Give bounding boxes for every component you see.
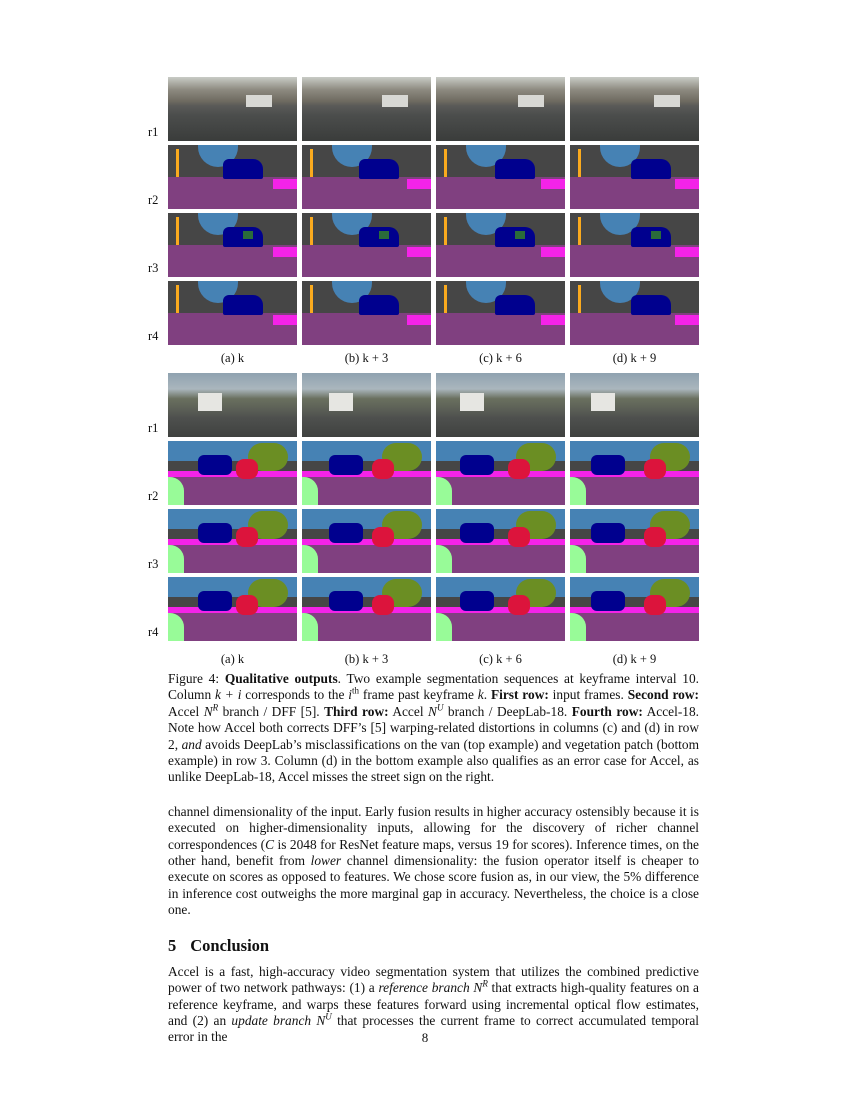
segment-region	[223, 295, 263, 315]
segment-region	[302, 543, 431, 573]
segmentation-map-image	[570, 213, 699, 277]
segment-region	[372, 459, 394, 479]
segmentation-map-image	[436, 281, 565, 345]
segment-region	[176, 149, 179, 177]
segment-region	[436, 611, 565, 641]
conclusion-paragraph: Accel is a fast, high-accuracy video segmentation system that utilizes the combined predictive power of two network pathways: (1) a reference branch $N^R$ that extracts high-quality features on a reference keyframe, and warps these features forward using incremental optical flow estimates, and (2) an update branch $N^U$ that processes the current frame to correct accumulated temporal error in the	[168, 963, 699, 1045]
segment-region	[460, 523, 494, 543]
segmentation-map-image	[570, 441, 699, 505]
segment-region	[359, 295, 399, 315]
segment-region	[460, 591, 494, 611]
row-label: r2	[148, 489, 159, 503]
input-frame-image	[302, 373, 431, 437]
input-frame-image	[168, 373, 297, 437]
row-label: r1	[148, 421, 159, 435]
segment-region	[644, 595, 666, 615]
segment-region	[675, 247, 699, 257]
column-label: (d) k + 9	[612, 351, 657, 365]
van-region	[518, 95, 544, 107]
segmentation-map-image	[168, 509, 297, 573]
segment-region	[329, 523, 363, 543]
input-frame-image	[570, 373, 699, 437]
van-region	[591, 393, 615, 411]
segment-region	[407, 315, 431, 325]
segment-region	[578, 217, 581, 245]
input-frame-image	[168, 77, 297, 141]
segmentation-map-image	[570, 509, 699, 573]
segment-region	[302, 475, 431, 505]
segment-region	[359, 159, 399, 179]
segment-region	[168, 607, 297, 613]
segment-region	[444, 217, 447, 245]
segment-region	[570, 471, 699, 477]
segmentation-map-image	[168, 145, 297, 209]
segment-region	[508, 595, 530, 615]
input-frame-image	[570, 77, 699, 141]
segment-region	[176, 285, 179, 313]
segmentation-map-image	[302, 145, 431, 209]
segment-region	[644, 459, 666, 479]
segment-region	[444, 285, 447, 313]
segment-region	[495, 159, 535, 179]
row-label: r1	[148, 125, 159, 139]
segment-region	[570, 543, 699, 573]
segment-region	[310, 285, 313, 313]
column-label: (b) k + 3	[344, 351, 389, 365]
segment-region	[675, 179, 699, 189]
section-heading: 5 Conclusion	[168, 935, 270, 955]
segmentation-map-image	[570, 577, 699, 641]
figure-caption: Figure 4: Qualitative outputs. Two example segmentation sequences at keyframe interval 10. Column k + i corresponds to the $i^{th}$ frame past keyframe k. First row: input frames. Second row: Accel $N^R$ branch / DFF [5]. Third row: Accel $N^U$ branch / DeepLab-18. Fourth row: Accel-18. Note how Accel both corrects DFF’s [5] warping-related distortions in columns (c) and (d) in row 2, and avoids DeepLab’s misclassifications on the van (top example) and vegetation patch (bottom example) in row 3. Column (d) in the bottom example also qualifies as an error case for Accel, as unlike DeepLab-18, Accel misses the street sign on the right.	[168, 671, 700, 785]
text-column	[168, 671, 699, 1046]
row-label: r2	[148, 193, 159, 207]
segment-region	[273, 247, 297, 257]
segmentation-map-image	[436, 509, 565, 573]
van-region	[382, 95, 408, 107]
segment-region	[541, 179, 565, 189]
segment-region	[570, 607, 699, 613]
segment-region	[578, 149, 581, 177]
segmentation-map-image	[302, 213, 431, 277]
segment-region	[591, 523, 625, 543]
segment-region	[168, 475, 297, 505]
segmentation-map-image	[436, 145, 565, 209]
segment-region	[168, 543, 297, 573]
segmentation-map-image	[168, 213, 297, 277]
column-label: (b) k + 3	[344, 652, 389, 666]
input-frame-image	[302, 77, 431, 141]
column-label: (d) k + 9	[612, 652, 657, 666]
van-region	[654, 95, 680, 107]
segmentation-map-image	[436, 577, 565, 641]
segment-region	[302, 539, 431, 545]
segment-region	[407, 179, 431, 189]
column-label: (a) k	[220, 652, 245, 666]
segment-region	[407, 247, 431, 257]
segment-region	[508, 527, 530, 547]
segmentation-map-image	[436, 441, 565, 505]
body-paragraph: channel dimensionality of the input. Early fusion results in higher accuracy ostensibly because it is executed on higher-dimensionality inputs, allowing for the discovery of richer channel correspondences (C is 2048 for ResNet feature maps, versus 19 for scores). Inference times, on the other hand, benefit from lower channel dimensionality: the fusion operator itself is cheaper to execute on scores as opposed to features. We chose score fusion as, in our view, the 5% difference in inference cost outweighs the more marginal gap in accuracy. Nevertheless, the choice is a close one.	[168, 803, 699, 918]
segment-region	[436, 607, 565, 613]
column-label: (a) k	[220, 351, 245, 365]
segment-region	[591, 591, 625, 611]
segment-region	[302, 611, 431, 641]
segment-region	[236, 595, 258, 615]
segment-region	[168, 611, 297, 641]
input-frame-image	[436, 373, 565, 437]
row-label: r4	[148, 329, 159, 343]
segment-region	[570, 475, 699, 505]
segmentation-map-image	[302, 509, 431, 573]
segment-region	[541, 315, 565, 325]
segmentation-map-image	[168, 281, 297, 345]
segment-region	[508, 459, 530, 479]
segment-region	[570, 539, 699, 545]
segment-region	[541, 247, 565, 257]
segment-region	[436, 543, 565, 573]
segment-region	[644, 527, 666, 547]
segment-region	[243, 231, 253, 239]
segment-region	[198, 523, 232, 543]
segment-region	[273, 179, 297, 189]
segment-region	[329, 455, 363, 475]
segmentation-map-image	[436, 213, 565, 277]
row-label: r4	[148, 625, 159, 639]
van-region	[198, 393, 222, 411]
segment-region	[198, 455, 232, 475]
segment-region	[591, 455, 625, 475]
segment-region	[372, 595, 394, 615]
segment-region	[444, 149, 447, 177]
segment-region	[372, 527, 394, 547]
segmentation-map-image	[570, 281, 699, 345]
segment-region	[302, 607, 431, 613]
segment-region	[495, 295, 535, 315]
segmentation-map-image	[302, 441, 431, 505]
segment-region	[236, 459, 258, 479]
segment-region	[578, 285, 581, 313]
segment-region	[236, 527, 258, 547]
segment-region	[631, 159, 671, 179]
segment-region	[515, 231, 525, 239]
input-frame-image	[436, 77, 565, 141]
segment-region	[570, 611, 699, 641]
segment-region	[436, 471, 565, 477]
segment-region	[168, 539, 297, 545]
segment-region	[273, 315, 297, 325]
row-label: r3	[148, 557, 159, 571]
segment-region	[631, 295, 671, 315]
segmentation-map-image	[168, 577, 297, 641]
row-label: r3	[148, 261, 159, 275]
segment-region	[436, 539, 565, 545]
segment-region	[436, 475, 565, 505]
segment-region	[168, 471, 297, 477]
segment-region	[223, 159, 263, 179]
segment-region	[310, 217, 313, 245]
van-region	[246, 95, 272, 107]
segment-region	[460, 455, 494, 475]
segmentation-map-image	[302, 281, 431, 345]
segment-region	[675, 315, 699, 325]
segment-region	[302, 471, 431, 477]
segmentation-map-image	[570, 145, 699, 209]
column-label: (c) k + 6	[479, 652, 522, 666]
segment-region	[329, 591, 363, 611]
page-number: 8	[421, 1030, 429, 1045]
van-region	[329, 393, 353, 411]
column-label: (c) k + 6	[479, 351, 522, 365]
segment-region	[379, 231, 389, 239]
segment-region	[176, 217, 179, 245]
van-region	[460, 393, 484, 411]
segmentation-map-image	[302, 577, 431, 641]
segment-region	[310, 149, 313, 177]
segmentation-map-image	[168, 441, 297, 505]
segment-region	[198, 591, 232, 611]
segment-region	[651, 231, 661, 239]
